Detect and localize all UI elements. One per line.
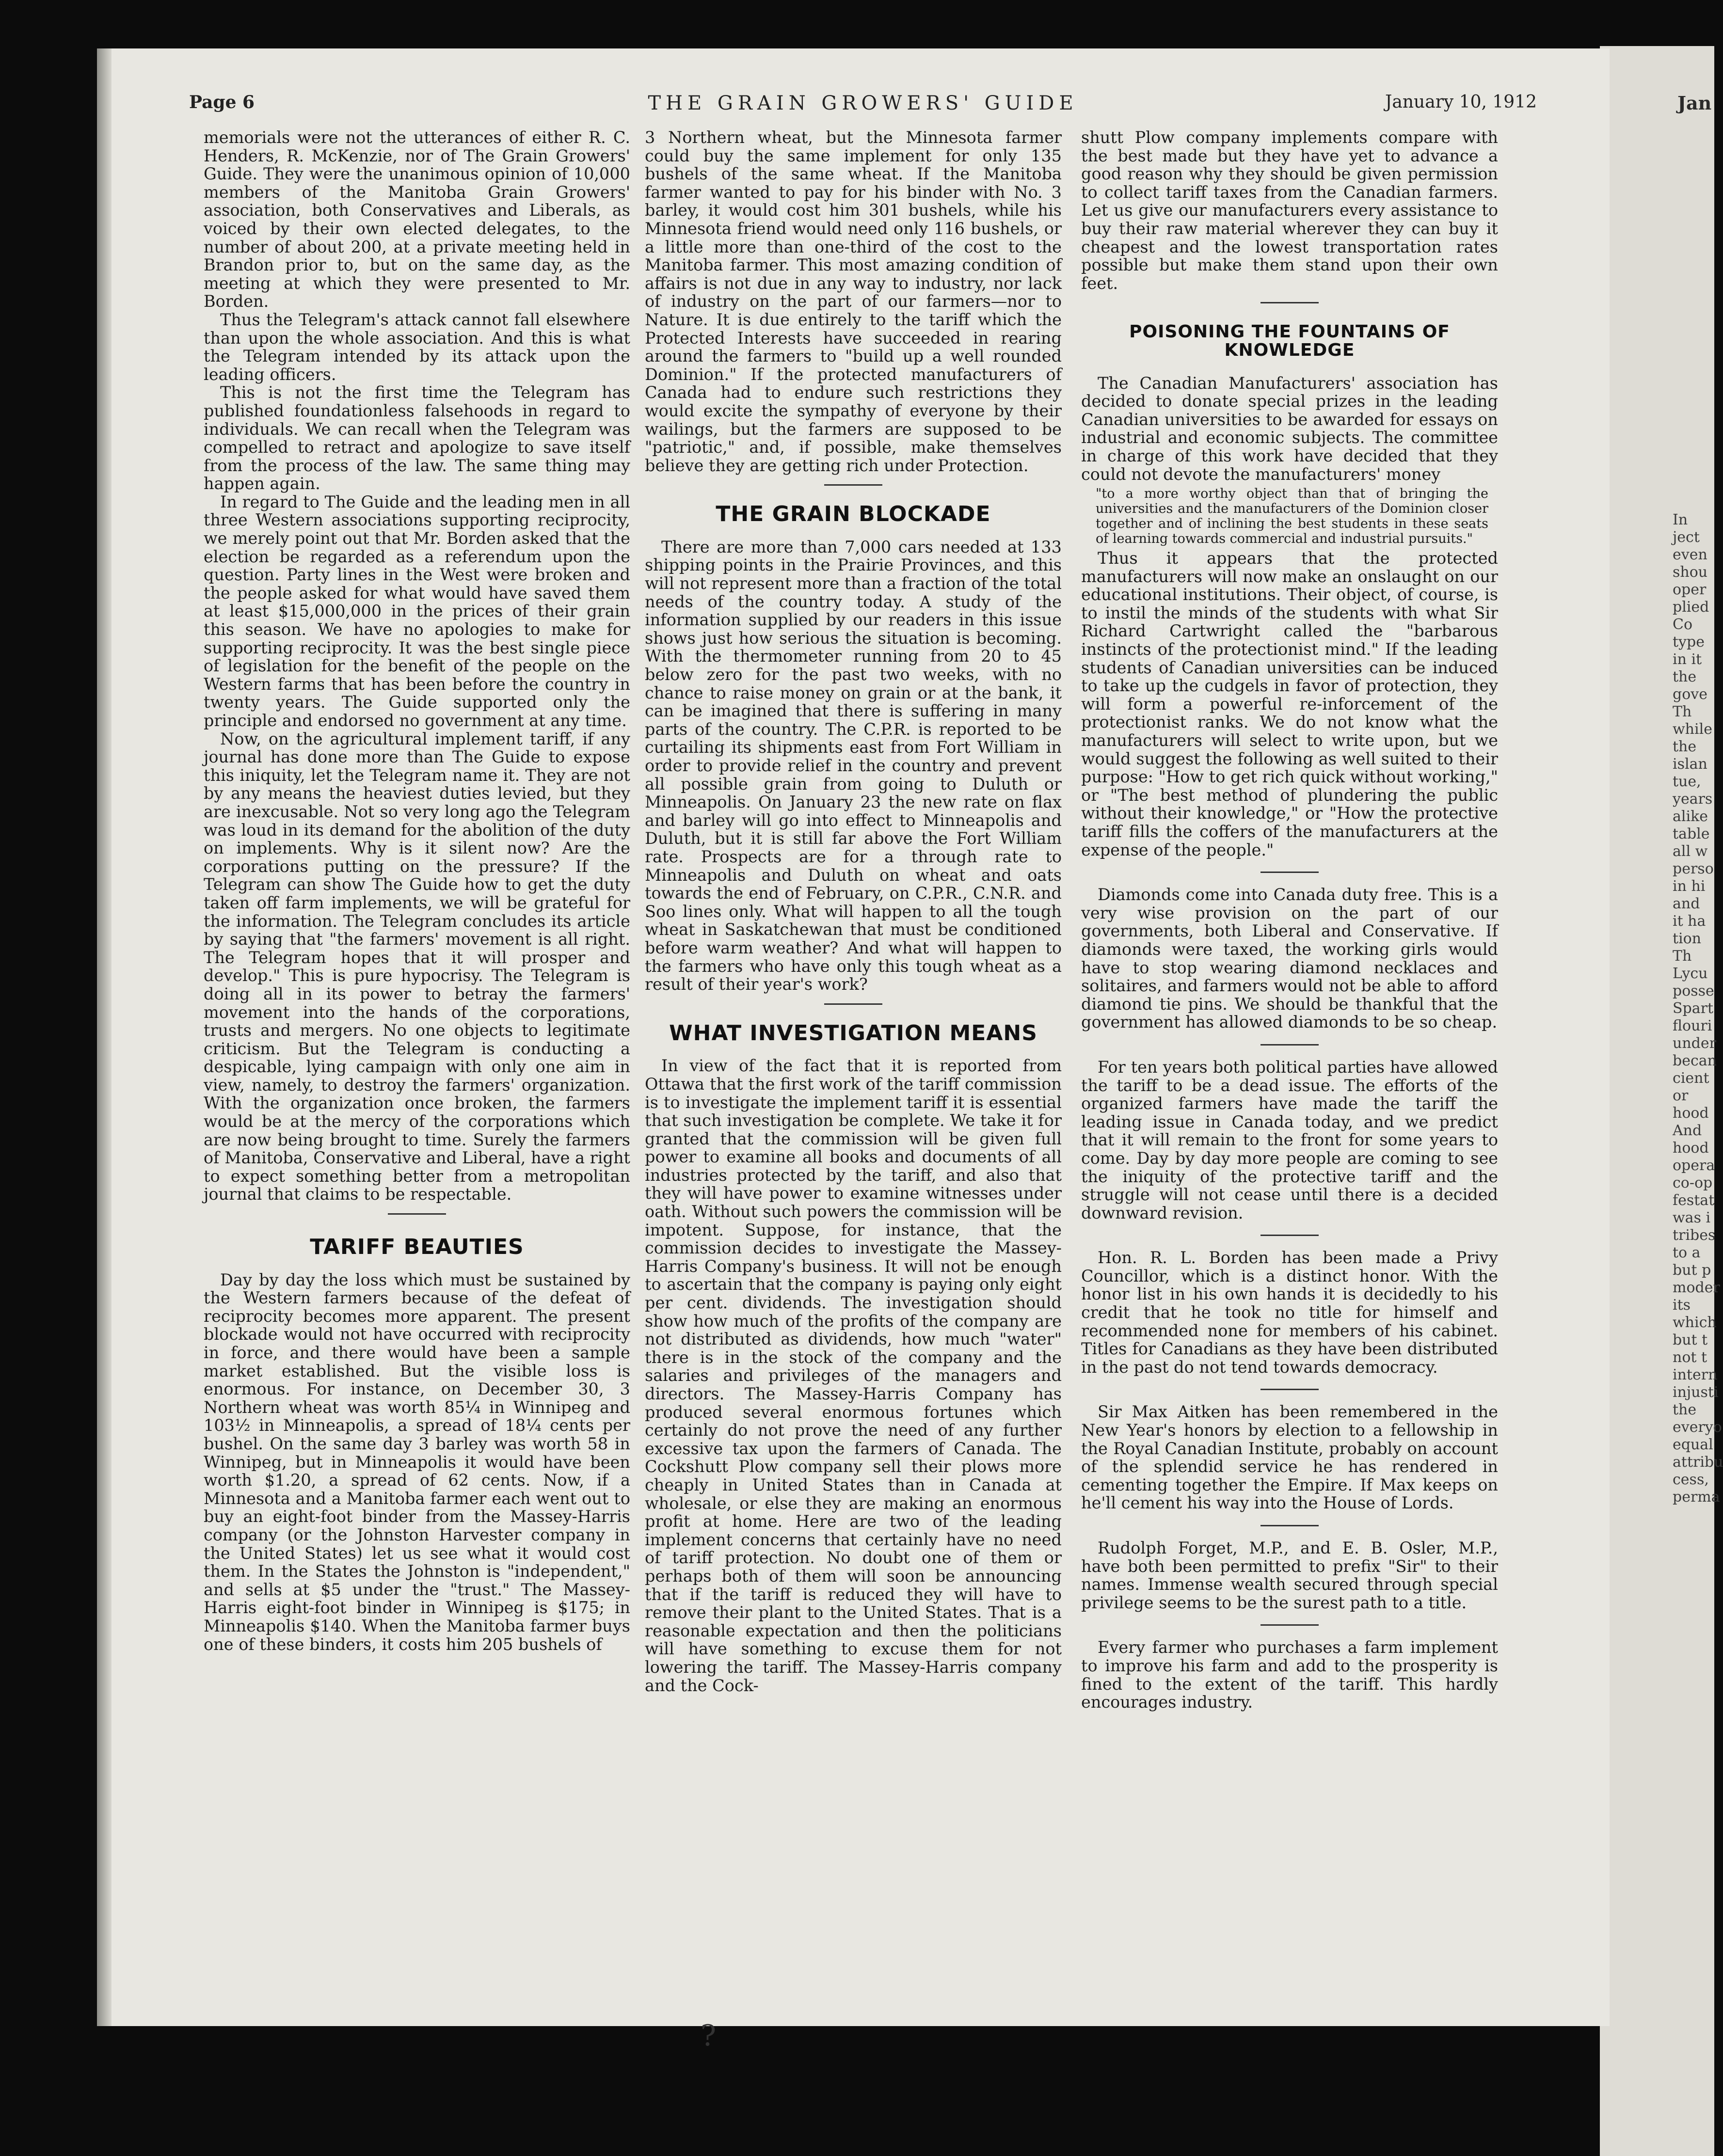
divider bbox=[824, 1003, 882, 1005]
divider bbox=[1260, 1389, 1319, 1390]
adjacent-text-fragment: but t bbox=[1673, 1332, 1708, 1348]
paragraph: In regard to The Guide and the leading men in all three Western associations supporting reciprocity, we merely point out that Mr. Borden asked that the election be regarded as a referendum upon the question. Party lines in the West were broken and the people asked for what would have saved them at least $15,000,000 in the prices of their grain this season. We have no apologies to make for supporting reciprocity. It was the best single piece of legislation for the benefit of the people on the Western farms that has been before the country in twenty years. The Guide supported only the principle and endorsed no government at any time. bbox=[204, 492, 630, 730]
adjacent-text-fragment: flouri bbox=[1673, 1017, 1712, 1034]
adjacent-text-fragment: tion bbox=[1673, 930, 1702, 947]
column-3 bbox=[1081, 128, 1498, 1712]
paragraph: There are more than 7,000 cars needed at 133 shipping points in the Prairie Provinces, and this will not represent more than a fraction of the total needs of the country today. A study of the information supplied by our readers in this issue shows just how serious the situation is becoming. With the thermometer running from 20 to 45 below zero for the past two weeks, with no chance to raise money on grain or at the bank, it can be imagined that there is suffering in many parts of the country. The C.P.R. is reported to be curtailing its shipments east from Fort William in order to provide relief in the country and prevent all possible grain from going to Duluth or Minneapolis. On January 23 the new rate on flax and barley will go into effect to Minneapolis and Duluth, but it is still far above the Fort William rate. Prospects are for a through rate to Minneapolis and Duluth on wheat and oats towards the end of February, on C.P.R., C.N.R. and Soo lines only. What will happen to all the tough wheat in Saskatchewan that must be conditioned before warm weather? And what will happen to the farmers who have only this tough wheat as a result of their year's work? bbox=[645, 537, 1062, 994]
paragraph: Thus the Telegram's attack cannot fall elsewhere than upon the whole association. And this is what the Telegram intended by its attack upon the leading officers. bbox=[204, 310, 630, 384]
adjacent-text-fragment: while bbox=[1673, 721, 1712, 738]
adjacent-page-fragments bbox=[1673, 511, 1723, 1506]
adjacent-text-fragment: moder bbox=[1673, 1279, 1720, 1296]
block-quote: "to a more worthy object than that of bringing the universities and the manufacturers of the Dominion closer together and of inclining the best students in these seats of learning towards commercial and industrial pursuits." bbox=[1096, 486, 1488, 547]
adjacent-text-fragment: table bbox=[1673, 825, 1710, 842]
paragraph: The Canadian Manufacturers' association has decided to donate special prizes in the leading Canadian universities to be awarded for essays on industrial and economic subjects. The committee in charge of this work have decided that they could not devote the manufacturers' money bbox=[1081, 373, 1498, 484]
adjacent-text-fragment: Th bbox=[1673, 948, 1692, 965]
adjacent-text-fragment: its bbox=[1673, 1297, 1691, 1314]
masthead: THE GRAIN GROWERS' GUIDE bbox=[648, 92, 1078, 114]
paragraph: This is not the first time the Telegram has published foundationless falsehoods in regard to individuals. We can recall when the Telegram was compelled to retract and apologize to save itself from the process of the law. The same thing may happen again. bbox=[204, 383, 630, 493]
adjacent-text-fragment: it ha bbox=[1673, 913, 1706, 930]
adjacent-text-fragment: And bbox=[1673, 1122, 1702, 1139]
paragraph: Diamonds come into Canada duty free. This is a very wise provision on the part of our governments, both Liberal and Conservative. If diamonds were taxed, the working girls would have to stop wearing diamond necklaces and solitaires, and farmers would not be able to afford diamond tie pins. We should be thankful that the government has allowed diamonds to be so cheap. bbox=[1081, 885, 1498, 1032]
adjacent-text-fragment: shou bbox=[1673, 564, 1708, 581]
adjacent-text-fragment: hood bbox=[1673, 1140, 1709, 1157]
adjacent-page-header: Jan bbox=[1677, 92, 1712, 114]
paragraph: For ten years both political parties have allowed the tariff to be a dead issue. The efforts of the organized farmers have made the tariff the leading issue in Canada today, and we predict that it will remain to the front for some years to come. Day by day more people are coming to see the iniquity of the protective tariff and the struggle will not cease until there is a decided downward revision. bbox=[1081, 1057, 1498, 1222]
paragraph: shutt Plow company implements compare with the best made but they have yet to advance a good reason why they should be given permission to collect tariff taxes from the Canadian farmers. Let us give our manufacturers every assistance to buy their raw material wherever they can buy it cheapest and the lowest transportation rates possible but make them stand upon their own feet. bbox=[1081, 128, 1498, 293]
page-fold bbox=[97, 48, 112, 2026]
adjacent-text-fragment: Spart bbox=[1673, 1000, 1714, 1017]
adjacent-page bbox=[1600, 46, 1723, 2156]
adjacent-text-fragment: but p bbox=[1673, 1262, 1711, 1279]
headline-tariff-beauties: TARIFF BEAUTIES bbox=[310, 1235, 524, 1260]
headline-what-investigation-means: WHAT INVESTIGATION MEANS bbox=[669, 1020, 1037, 1046]
adjacent-text-fragment: In bbox=[1673, 511, 1688, 528]
paragraph: Now, on the agricultural implement tariff, if any journal has done more than The Guide to expose this iniquity, let the Telegram name it. They are not by any means the heaviest duties levied, but they are inexcusable. Not so very long ago the Telegram was loud in its demand for the abolition of the duty on implements. Why is it silent now? Are the corporations putting on the pressure? If the Telegram can show The Guide how to get the duty taken off farm implements, we will be grateful for the information. The Telegram concludes its article by saying that "the farmers' movement is all right. The Telegram hopes that it will prosper and develop." This is pure hypocrisy. The Telegram is doing all in its power to betray the farmers' movement into the hands of the corporations, trusts and mergers. No one objects to legitimate criticism. But the Telegram is conducting a despicable, lying campaign with only one aim in view, namely, to destroy the farmers' organization. With the organization once broken, the farmers would be at the mercy of the corporations which are now being brought to time. Surely the farmers of Manitoba, Conservative and Liberal, have a right to expect something better from a metropolitan journal that claims to be respectable. bbox=[204, 729, 630, 1204]
column-1 bbox=[204, 128, 630, 1653]
adjacent-text-fragment: in hi bbox=[1673, 878, 1706, 895]
divider bbox=[824, 484, 882, 486]
paragraph: Thus it appears that the protected manufacturers will now make an onslaught on our educational institutions. Their object, of course, is to instil the minds of the students with what Sir Richard Cartwright called the "barbarous instincts of the protectionist mind." If the leading students of Canadian universities can be induced to take up the cudgels in favor of protection, they will form a powerful re-inforcement of the protectionist ranks. We do not know what the manufacturers will select to write upon, but we would suggest the following as well suited to their purpose: "How to get rich quick without working," or "The best method of plundering the public without their knowledge," or "How the protective tariff fills the coffers of the manufacturers at the expense of the people." bbox=[1081, 549, 1498, 859]
adjacent-text-fragment: cient bbox=[1673, 1070, 1709, 1087]
adjacent-text-fragment: perso bbox=[1673, 860, 1714, 877]
adjacent-text-fragment: becan bbox=[1673, 1052, 1717, 1069]
paragraph: Sir Max Aitken has been remembered in the New Year's honors by election to a fellowship in the Royal Canadian Institute, probably on account of the splendid service he has rendered in cementing together the Empire. If Max keeps on he'll cement his way into the House of Lords. bbox=[1081, 1402, 1498, 1513]
issue-date: January 10, 1912 bbox=[1385, 92, 1537, 112]
adjacent-text-fragment: type bbox=[1673, 634, 1705, 650]
adjacent-text-fragment: equal bbox=[1673, 1436, 1713, 1453]
adjacent-text-fragment: under bbox=[1673, 1035, 1716, 1052]
divider bbox=[388, 1213, 446, 1215]
divider bbox=[1260, 872, 1319, 873]
adjacent-text-fragment: the bbox=[1673, 668, 1697, 685]
adjacent-text-fragment: or bbox=[1673, 1087, 1689, 1104]
paragraph: 3 Northern wheat, but the Minnesota farmer could buy the same implement for only 135 bushels of the same wheat. If the Manitoba farmer wanted to pay for his binder with No. 3 barley, it would cost him 301 bushels, while his Minnesota friend would need only 116 bushels, or a little more than one-third of the cost to the Manitoba farmer. This most amazing condition of affairs is not due in any way to industry, nor lack of industry on the part of our farmers—nor to Nature. It is due entirely to the tariff which the Protected Interests have succeeded in rearing around the farmers to "build up a well rounded Dominion." If the protected manufacturers of Canada had to endure such restrictions they would excite the sympathy of everyone by their wailings, but the farmers are supposed to be "patriotic," and, if possible, make themselves believe they are getting rich under Protection. bbox=[645, 128, 1062, 475]
paragraph: Hon. R. L. Borden has been made a Privy Councillor, which is a distinct honor. With the honor list in his own hands it is decidedly to his credit that he took no title for himself and recommended none for members of his cabinet. Titles for Canadians as they have been distributed in the past do not tend towards democracy. bbox=[1081, 1248, 1498, 1377]
adjacent-text-fragment: Lycu bbox=[1673, 965, 1708, 982]
divider bbox=[1260, 1525, 1319, 1526]
adjacent-text-fragment: in it bbox=[1673, 651, 1702, 668]
headline-grain-blockade: THE GRAIN BLOCKADE bbox=[716, 502, 991, 527]
adjacent-text-fragment: to a bbox=[1673, 1244, 1701, 1261]
adjacent-text-fragment: posse bbox=[1673, 983, 1714, 999]
adjacent-text-fragment: years bbox=[1673, 791, 1713, 808]
paragraph: Every farmer who purchases a farm implement to improve his farm and add to the prosperity is fined to the extent of the tariff. This hardly encourages industry. bbox=[1081, 1638, 1498, 1712]
adjacent-text-fragment: all w bbox=[1673, 843, 1708, 860]
adjacent-text-fragment: even bbox=[1673, 546, 1707, 563]
adjacent-text-fragment: not t bbox=[1673, 1349, 1707, 1366]
adjacent-text-fragment: Co bbox=[1673, 616, 1693, 633]
adjacent-text-fragment: ject bbox=[1673, 529, 1700, 546]
adjacent-text-fragment: cess, bbox=[1673, 1471, 1709, 1488]
adjacent-text-fragment: gove bbox=[1673, 686, 1707, 703]
adjacent-text-fragment: the bbox=[1673, 738, 1697, 755]
paragraph: Rudolph Forget, M.P., and E. B. Osler, M.P., have both been permitted to prefix "Sir" to their names. Immense wealth secured through special privilege seems to be the surest path to a title. bbox=[1081, 1538, 1498, 1612]
paragraph: memorials were not the utterances of either R. C. Henders, R. McKenzie, nor of The Grain Growers' Guide. They were the unanimous opinion of 10,000 members of the Manitoba Grain Growers' association, both Conservatives and Liberals, as voiced by their own elected delegates, to the number of about 200, at a private meeting held in Brandon prior to, but on the same day, as the meeting at which they were presented to Mr. Borden. bbox=[204, 128, 630, 311]
adjacent-text-fragment: perma bbox=[1673, 1489, 1720, 1506]
adjacent-text-fragment: festat bbox=[1673, 1192, 1715, 1209]
divider bbox=[1260, 1624, 1319, 1626]
headline-poisoning-fountains: POISONING THE FOUNTAINS OF KNOWLEDGE bbox=[1129, 322, 1450, 360]
adjacent-text-fragment: opera bbox=[1673, 1157, 1715, 1174]
adjacent-text-fragment: oper bbox=[1673, 581, 1707, 598]
adjacent-text-fragment: tribes bbox=[1673, 1227, 1716, 1244]
column-2 bbox=[645, 128, 1062, 1695]
divider bbox=[1260, 1235, 1319, 1236]
adjacent-text-fragment: islan bbox=[1673, 756, 1707, 773]
paragraph: Day by day the loss which must be sustained by the Western farmers because of the defeat of reciprocity becomes more apparent. The present blockade would not have occurred with reciprocity in force, and there would have been a sample market established. But the visible loss is enormous. For instance, on December 30, 3 Northern wheat was worth 85¼ in Winnipeg and 103½ in Minneapolis, a spread of 18¼ cents per bushel. On the same day 3 barley was worth 58 in Winnipeg, but in Minneapolis it would have been worth $1.20, a spread of 62 cents. Now, if a Minnesota and a Manitoba farmer each went out to buy an eight-foot binder from the Massey-Harris company (or the Johnston Harvester company in the United States) let us see what it would cost them. In the States the Johnston is "independent," and sells at $5 under the "trust." The Massey-Harris eight-foot binder in Winnipeg is $175; in Minneapolis $140. When the Manitoba farmer buys one of these binders, it costs him 205 bushels of bbox=[204, 1270, 630, 1654]
adjacent-text-fragment: everyo bbox=[1673, 1419, 1722, 1436]
adjacent-text-fragment: the bbox=[1673, 1401, 1697, 1418]
adjacent-text-fragment: which bbox=[1673, 1314, 1717, 1331]
divider bbox=[1260, 302, 1319, 303]
page-number: Page 6 bbox=[189, 92, 255, 112]
folio-mark: ? bbox=[701, 2019, 717, 2053]
adjacent-text-fragment: injusti bbox=[1673, 1384, 1719, 1401]
adjacent-text-fragment: co-op bbox=[1673, 1174, 1713, 1191]
adjacent-text-fragment: intern bbox=[1673, 1366, 1718, 1383]
page-header bbox=[189, 92, 1537, 116]
divider bbox=[1260, 1044, 1319, 1046]
adjacent-text-fragment: plied bbox=[1673, 599, 1709, 616]
adjacent-text-fragment: hood bbox=[1673, 1105, 1709, 1122]
adjacent-text-fragment: and bbox=[1673, 895, 1700, 912]
paragraph: In view of the fact that it is reported from Ottawa that the first work of the tariff commission is to investigate the implement tariff it is essential that such investigation be complete. We take it for granted that the commission will be given full power to examine all books and documents of all industries protected by the tariff, and also that they will have power to examine witnesses under oath. Without such powers the commission will be impotent. Suppose, for instance, that the commission decides to investigate the Massey-Harris Company's business. It will not be enough to ascertain that the company is paying only eight per cent. dividends. The investigation should show how much of the profits of the company are not distributed as dividends, how much "water" there is in the stock of the company and the salaries and privileges of the managers and directors. The Massey-Harris Company has produced several enormous fortunes which certainly do not prove the need of any further excessive tax upon the farmers of Canada. The Cockshutt Plow company sell their plows more cheaply in United States than in Canada at wholesale, or else they are making an enormous profit at home. Here are two of the leading implement concerns that certainly have no need of tariff protection. No doubt one of them or perhaps both of them will soon be announcing that if the tariff is reduced they will have to remove their plant to the United States. That is a reasonable expectation and then the politicians will have something to excuse them for not lowering the tariff. The Massey-Harris company and the Cock- bbox=[645, 1056, 1062, 1695]
adjacent-text-fragment: Th bbox=[1673, 703, 1692, 720]
adjacent-text-fragment: tue, bbox=[1673, 773, 1701, 790]
adjacent-text-fragment: alike bbox=[1673, 808, 1708, 825]
adjacent-text-fragment: attribu bbox=[1673, 1454, 1723, 1471]
adjacent-text-fragment: was i bbox=[1673, 1209, 1711, 1226]
